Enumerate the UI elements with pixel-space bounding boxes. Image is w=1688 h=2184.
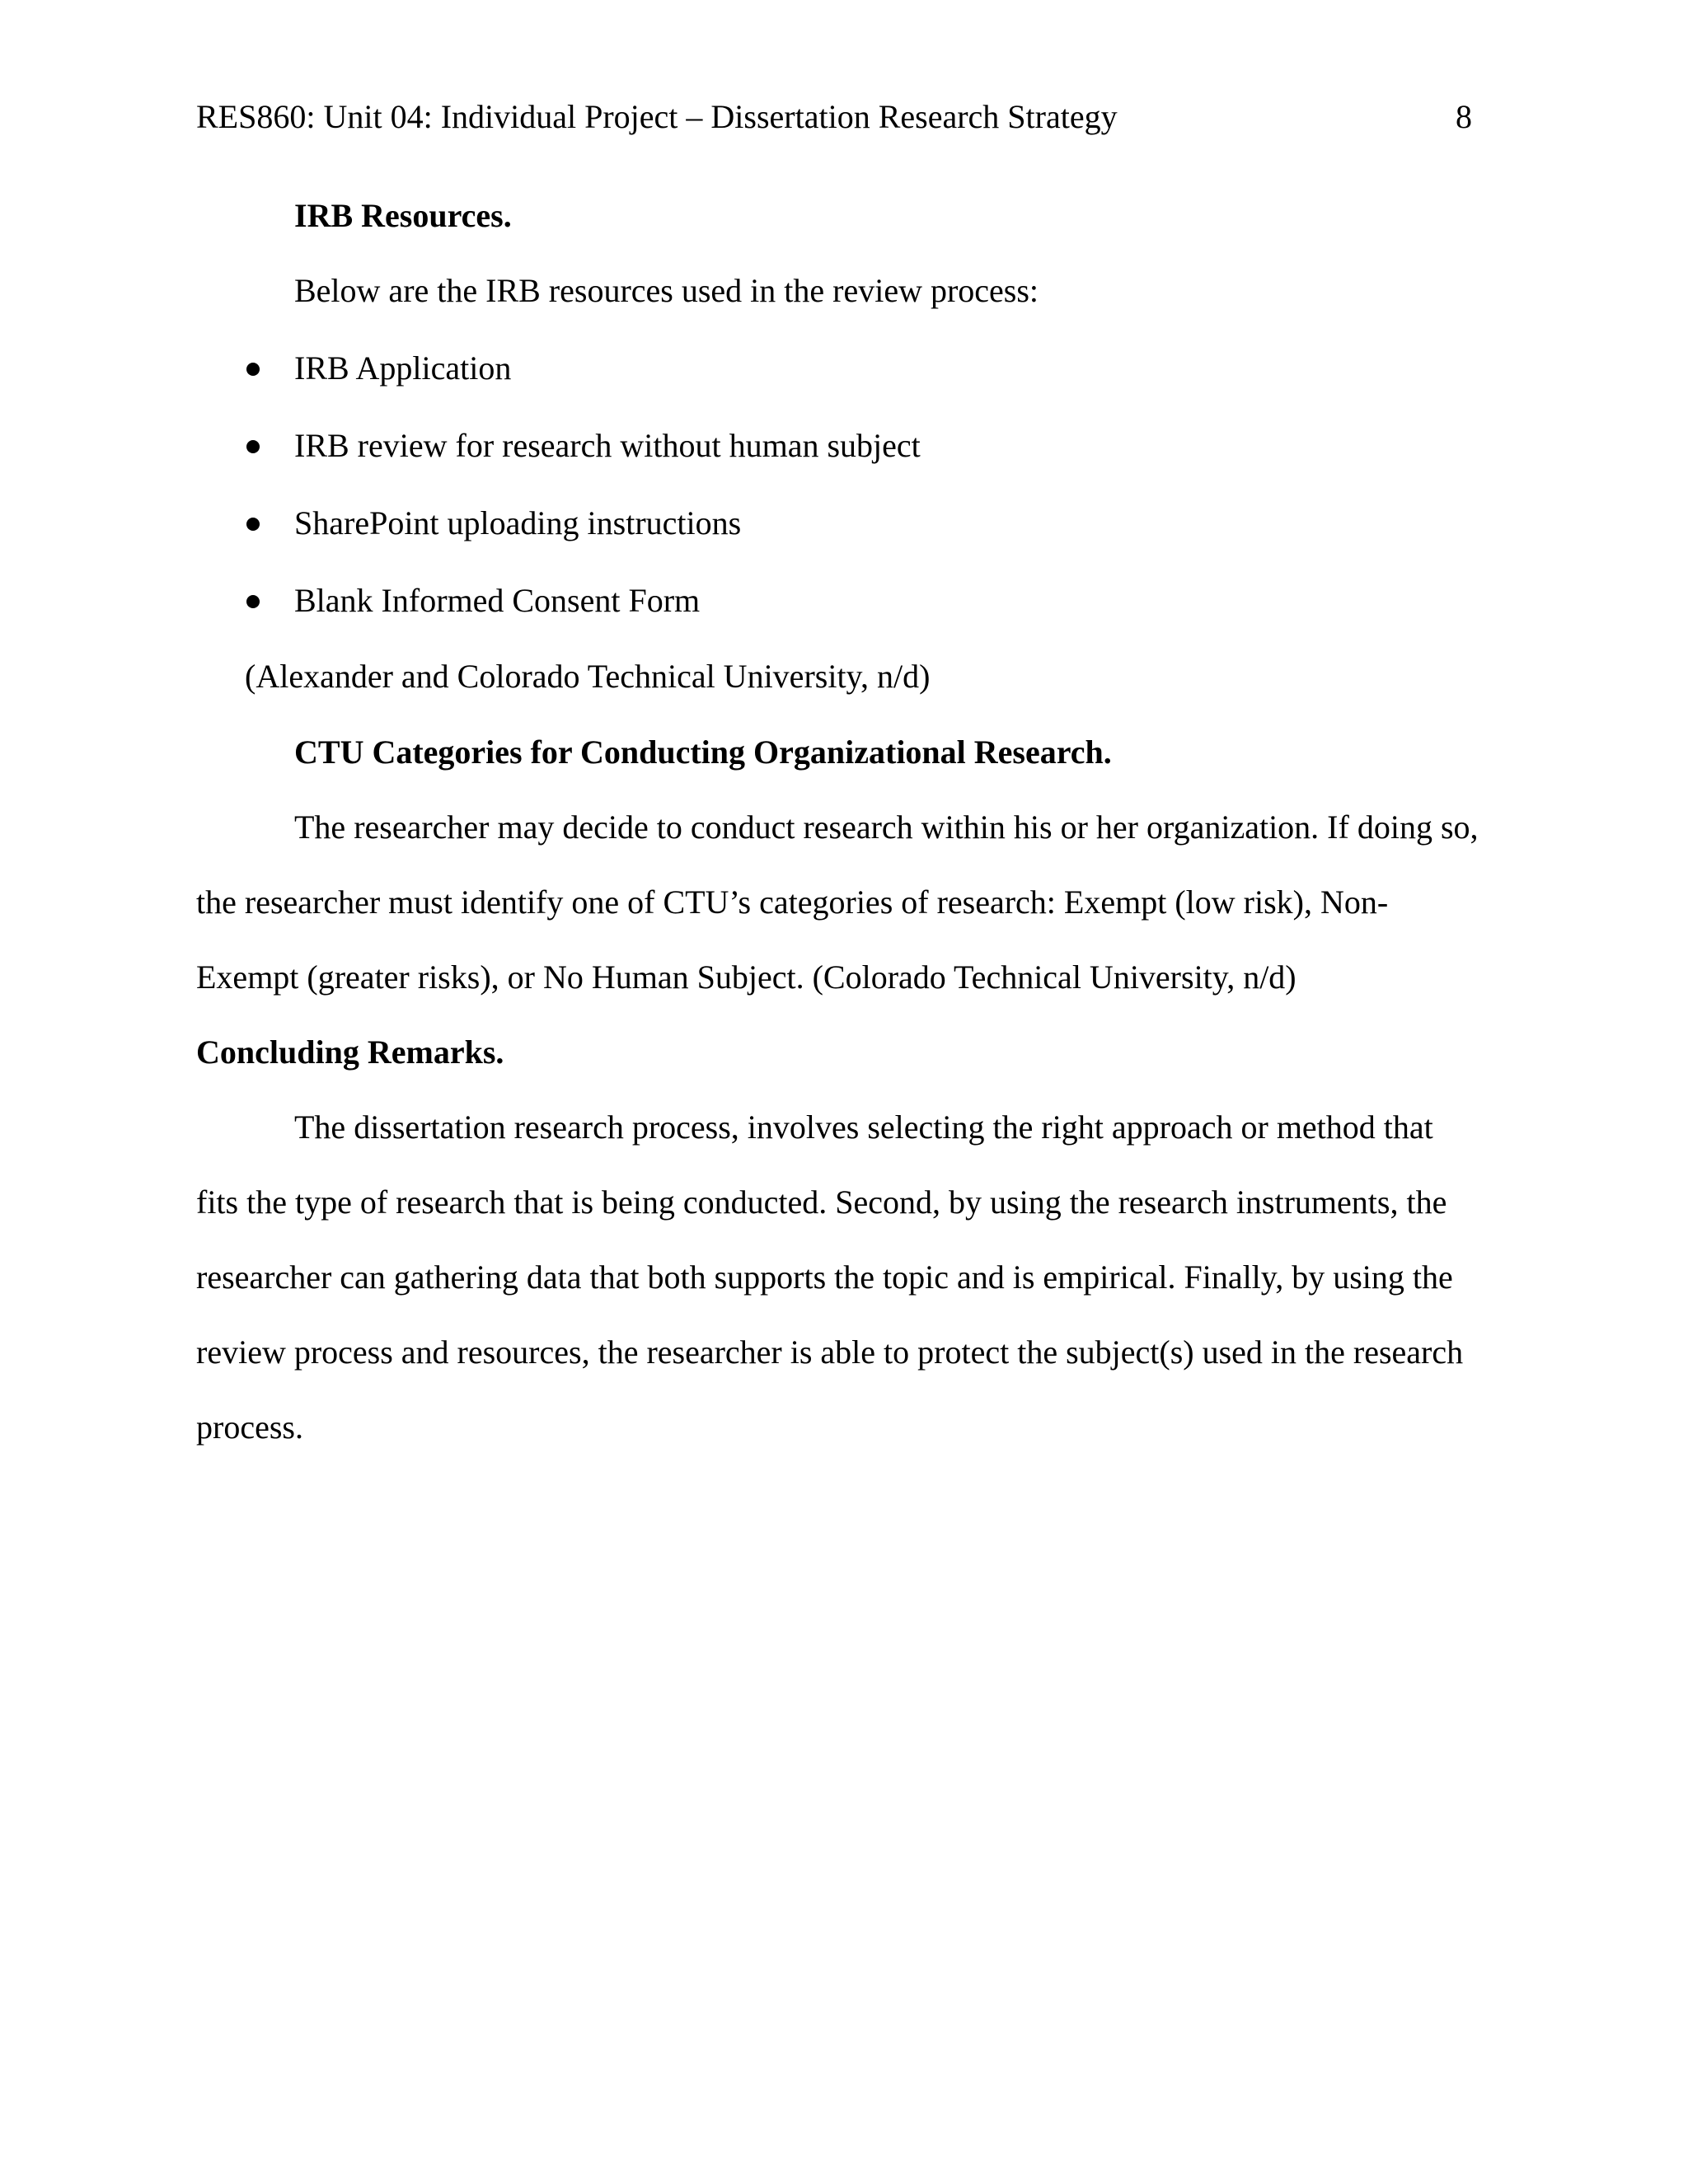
irb-intro-paragraph: Below are the IRB resources used in the review process: [294,272,1039,309]
bullet-icon [246,595,260,608]
paragraph-line: review process and resources, the researcher is able to protect the subject(s) used in the research [196,1333,1464,1371]
list-item-text: IRB Application [294,349,512,387]
irb-resources-heading: IRB Resources. [294,197,512,234]
paragraph-line: fits the type of research that is being conducted. Second, by using the research instruments, the [196,1183,1447,1221]
paragraph-line: The dissertation research process, involves selecting the right approach or method that [294,1108,1433,1146]
list-item-text: SharePoint uploading instructions [294,504,742,541]
bullet-icon [246,363,260,376]
bullet-icon [246,518,260,531]
running-head-title: RES860: Unit 04: Individual Project – Dissertation Research Strategy [196,98,1118,135]
bullet-icon [246,440,260,453]
list-item-text: IRB review for research without human subject [294,427,921,464]
page-number: 8 [1456,98,1472,135]
ctu-categories-heading: CTU Categories for Conducting Organizational Research. [294,733,1112,771]
irb-citation: (Alexander and Colorado Technical University, n/d) [245,658,931,695]
paragraph-line: process. [196,1408,303,1446]
concluding-remarks-heading: Concluding Remarks. [196,1033,504,1071]
paragraph-line: The researcher may decide to conduct research within his or her organization. If doing so, [294,808,1479,846]
paragraph-line: the researcher must identify one of CTU’s categories of research: Exempt (low risk), Non- [196,883,1389,921]
list-item-text: Blank Informed Consent Form [294,582,701,619]
paragraph-line: Exempt (greater risks), or No Human Subject. (Colorado Technical University, n/d) [196,958,1296,996]
running-head [196,92,1472,142]
paragraph-line: researcher can gathering data that both supports the topic and is empirical. Finally, by using the [196,1258,1453,1296]
